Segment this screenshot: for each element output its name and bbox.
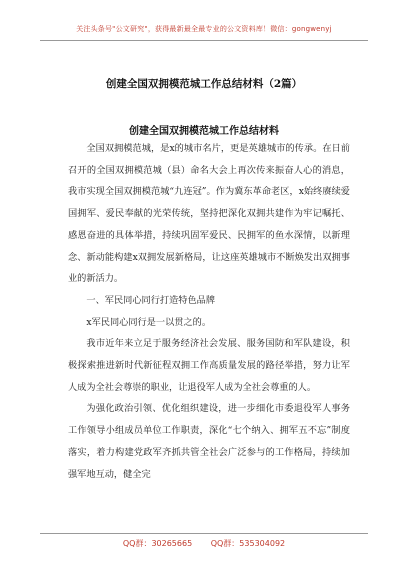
paragraph: x军民同心同行是一以贯之的。 (86, 316, 212, 328)
paragraph: 全国双拥模范城，是x的城市名片，更是英雄城市的传承。在日前召开的全国双拥模范城（县）命名大会上再次传来振奋人心的消息，我市实现全国双拥模范城“九连冠”。作为冀东革命老区，x始终赓续爱国拥军、爱民奉献的光荣传统，坚持把深化双拥共建作为牢记嘱托、感恩奋进的具体举措，持续巩固军爱民、民拥军的鱼水深情，以新理念、新动能构建x双拥发展新格局，让这座英雄城市不断焕发出双拥事业的新活力。 (68, 143, 350, 285)
header-divider (40, 40, 368, 41)
document-body (68, 138, 350, 485)
paragraph: 我市近年来立足于服务经济社会发展、服务国防和军队建设，积极探索推进新时代新征程双拥工作高质量发展的路径举措，努力让军人成为全社会尊崇的职业，让退役军人成为全社会尊重的人。 (68, 338, 350, 393)
header-banner: 关注头条号"公文研究"，获得最新最全最专业的公文资料库！微信：gongwenyj (76, 25, 332, 33)
footer-qq-group-1: QQ群：30265665 (122, 539, 193, 548)
paragraph: 一、军民同心同行打造特色品牌 (86, 294, 216, 306)
document-title: 创建全国双拥模范城工作总结材料（2篇） (105, 78, 303, 90)
paragraph: 为强化政治引领、优化组织建设，进一步细化市委退役军人事务工作领导小组成员单位工作职责，深化“七个纳入、拥军五不忘”制度落实，着力构建党政军齐抓共管全社会广泛参与的工作格局，持续加强军地互动，健全完 (68, 403, 350, 480)
footer (0, 538, 408, 549)
section-title: 创建全国双拥模范城工作总结材料 (129, 126, 279, 137)
footer-qq-group-2: QQ群：535304092 (210, 539, 286, 548)
footer-divider (40, 533, 368, 534)
